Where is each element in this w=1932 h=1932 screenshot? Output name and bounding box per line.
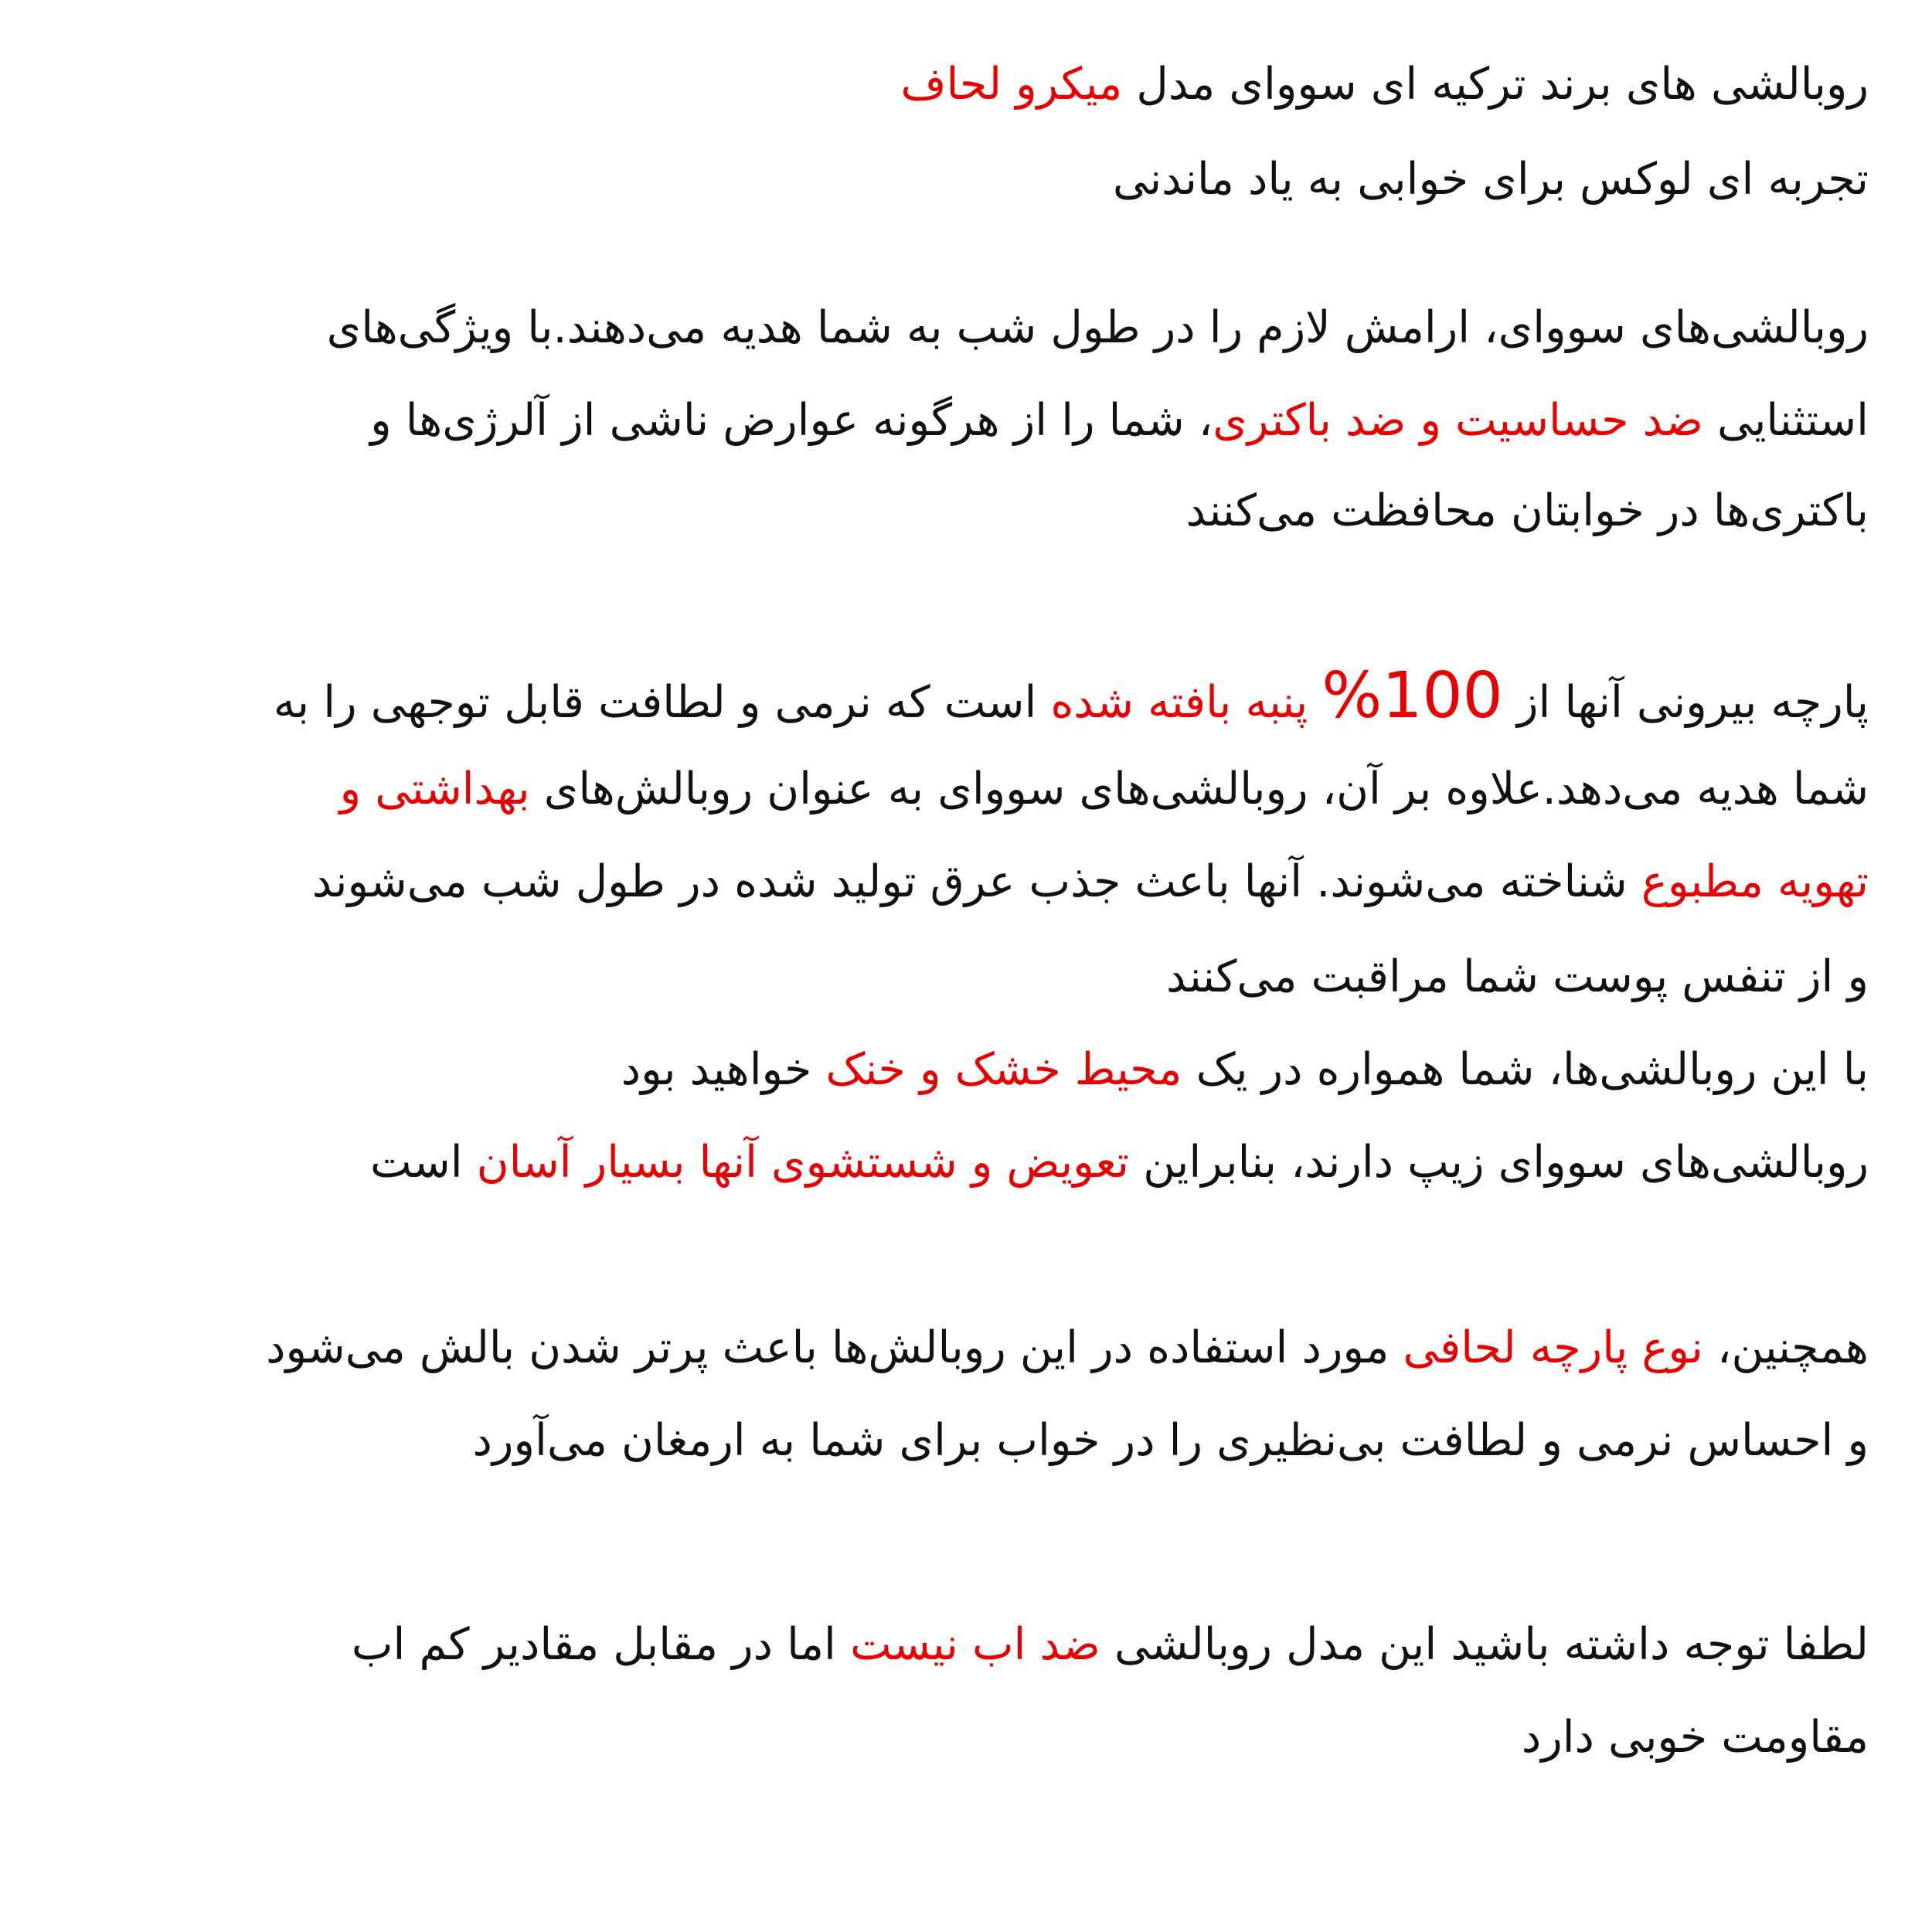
text-segment: خواهید بود bbox=[621, 1044, 826, 1095]
text-line bbox=[473, 1410, 1869, 1471]
text-segment: مقاومت خوبی دارد bbox=[1521, 1712, 1869, 1763]
text-segment: همچنین، bbox=[1702, 1322, 1869, 1373]
highlighted-text: ضد اب نیست bbox=[849, 1619, 1100, 1670]
text-segment: و احساس نرمی و لطافت بی‌نظیری را در خواب برای شما به ارمغان می‌آورد bbox=[472, 1415, 1869, 1466]
text-segment: لطفا توجه داشته باشید این مدل روبالشی bbox=[1100, 1619, 1869, 1670]
highlighted-text: محیط خشک و خنک bbox=[825, 1044, 1182, 1095]
text-line bbox=[1522, 1706, 1869, 1768]
highlighted-text: پنبه بافته شده bbox=[1050, 677, 1322, 728]
text-segment: تجربه ای لوکس برای خوابی به یاد ماندنی bbox=[1112, 154, 1869, 205]
text-line bbox=[1113, 148, 1869, 210]
text-line bbox=[340, 758, 1869, 820]
text-line bbox=[370, 389, 1869, 451]
highlighted-text: بهداشتی و bbox=[339, 764, 530, 815]
text-segment: شناخته می‌شوند. آنها باعث جذب عرق تولید شده در طول شب می‌شوند bbox=[311, 856, 1641, 907]
text-segment: روبالشی‌های سووای، ارامش لازم را در طول شب به شما هدیه می‌دهند.با ویژگی‌های bbox=[326, 302, 1869, 353]
text-line bbox=[900, 53, 1869, 115]
text-segment: روبالشی‌های سووای زیپ دارند، بنابراین bbox=[1129, 1137, 1869, 1188]
highlighted-text: تهویه مطبوع bbox=[1641, 856, 1869, 907]
text-segment: است bbox=[370, 1137, 477, 1188]
highlighted-text: ضد حساسیت و ضد باکتری bbox=[1213, 395, 1703, 446]
text-segment: شما هدیه می‌دهد.علاوه بر آن، روبالشی‌های سووای به عنوان روبالش‌های bbox=[529, 764, 1869, 815]
text-line bbox=[327, 297, 1869, 359]
text-line bbox=[621, 1039, 1869, 1100]
text-line bbox=[312, 851, 1869, 913]
text-segment: و از تنفس پوست شما مراقبت می‌کنند bbox=[1165, 951, 1869, 1002]
text-line bbox=[1186, 480, 1869, 542]
text-line bbox=[1166, 946, 1869, 1008]
text-segment: ، شما را از هرگونه عوارض ناشی از آلرژی‌ها و bbox=[370, 395, 1213, 446]
text-line bbox=[266, 1317, 1869, 1379]
highlighted-text: نوع پارچه لحافی bbox=[1403, 1322, 1703, 1373]
text-segment: با این روبالشی‌ها، شما همواره در یک bbox=[1182, 1044, 1869, 1095]
text-segment: باکتری‌ها در خوابتان محافظت می‌کنند bbox=[1185, 485, 1869, 536]
text-segment: پارچه بیرونی آنها از bbox=[1502, 677, 1869, 728]
text-segment: اما در مقابل مقادیر کم اب bbox=[351, 1619, 850, 1670]
highlighted-text: 100% bbox=[1321, 659, 1503, 733]
text-line bbox=[352, 1614, 1869, 1675]
highlighted-text: میکرو لحاف bbox=[900, 59, 1123, 110]
text-segment: استثنایی bbox=[1702, 395, 1869, 446]
text-segment: روبالشی های برند ترکیه ای سووای مدل bbox=[1122, 59, 1869, 110]
text-line bbox=[370, 1131, 1869, 1193]
text-segment: مورد استفاده در این روبالش‌ها باعث پرتر شدن بالش می‌شود bbox=[266, 1322, 1403, 1373]
text-line bbox=[273, 659, 1869, 733]
text-segment: است که نرمی و لطافت قابل توجهی را به bbox=[273, 677, 1051, 728]
highlighted-text: تعویض و شستشوی آنها بسیار آسان bbox=[476, 1137, 1130, 1188]
